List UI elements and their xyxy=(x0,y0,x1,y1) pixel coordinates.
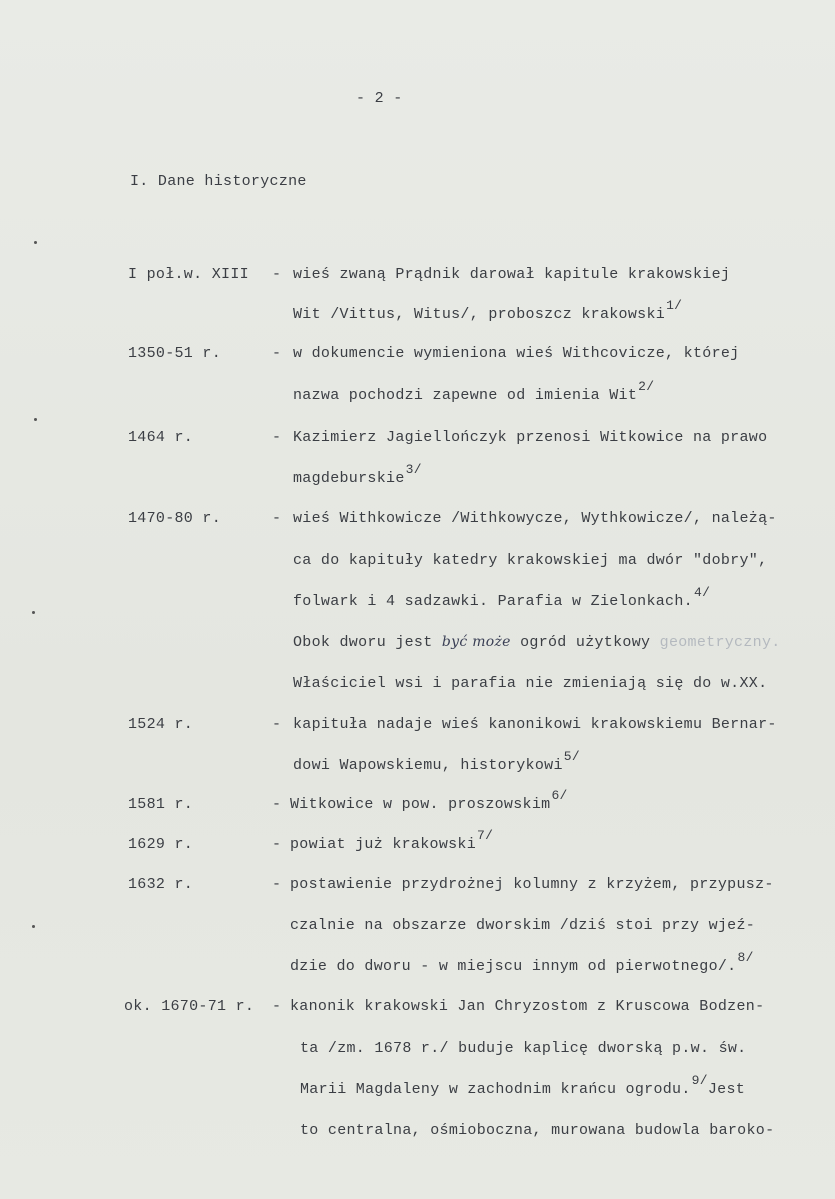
entry-text-line: Kazimierz Jagiellończyk przenosi Witkowice na prawo xyxy=(293,429,768,446)
entry-date: 1470-80 r. xyxy=(128,510,222,527)
entry-text-line: ta /zm. 1678 r./ buduje kaplicę dworską p.w. św. xyxy=(300,1040,747,1057)
entry-text-line: w dokumencie wymieniona wieś Withcovicze, której xyxy=(293,345,740,362)
entry-text-line: Obok dworu jest być może ogród użytkowy geometryczny. xyxy=(293,634,781,651)
section-title: I. Dane historyczne xyxy=(130,173,307,190)
entry-text-line: wieś Withkowicze /Withkowycze, Wythkowicze/, należą- xyxy=(293,510,777,527)
paper-speck xyxy=(34,418,37,421)
paper-speck xyxy=(32,925,35,928)
entry-text-line: dowi Wapowskiemu, historykowi5/ xyxy=(293,749,580,774)
entry-date: 1464 r. xyxy=(128,429,194,446)
entry-date: 1629 r. xyxy=(128,836,194,853)
entry-dash: - xyxy=(272,876,282,893)
entry-date: 1581 r. xyxy=(128,796,194,813)
faint-text: geometryczny. xyxy=(659,634,781,651)
entry-text-line: to centralna, ośmioboczna, murowana budowla baroko- xyxy=(300,1122,775,1139)
entry-text-line: folwark i 4 sadzawki. Parafia w Zielonkach.4/ xyxy=(293,585,711,610)
entry-date: 1632 r. xyxy=(128,876,194,893)
footnote-ref: 3/ xyxy=(405,462,422,477)
entry-text-line: kapituła nadaje wieś kanonikowi krakowskiemu Bernar- xyxy=(293,716,777,733)
paper-speck xyxy=(32,611,35,614)
entry-dash: - xyxy=(272,836,282,853)
footnote-ref: 7/ xyxy=(477,828,494,843)
handwritten-annotation: być może xyxy=(441,634,511,650)
entry-text-line: ca do kapituły katedry krakowskiej ma dwór "dobry", xyxy=(293,552,768,569)
entry-dash: - xyxy=(272,716,282,733)
entry-date: ok. 1670-71 r. xyxy=(124,998,255,1015)
entry-text-line: postawienie przydrożnej kolumny z krzyżem, przypusz- xyxy=(290,876,774,893)
page-number: - 2 - xyxy=(356,90,403,107)
footnote-ref: 5/ xyxy=(563,749,580,764)
entry-text-line: wieś zwaną Prądnik darował kapitule krakowskiej xyxy=(293,266,731,283)
entry-dash: - xyxy=(272,796,282,813)
entry-text-line: Właściciel wsi i parafia nie zmieniają się do w.XX. xyxy=(293,675,768,692)
entry-date: I poł.w. XIII xyxy=(128,266,249,283)
entry-text-line: nazwa pochodzi zapewne od imienia Wit2/ xyxy=(293,379,655,404)
entry-dash: - xyxy=(272,510,282,527)
entry-dash: - xyxy=(272,429,282,446)
entry-date: 1524 r. xyxy=(128,716,194,733)
entry-dash: - xyxy=(272,266,282,283)
footnote-ref: 6/ xyxy=(551,788,568,803)
entry-text-line: czalnie na obszarze dworskim /dziś stoi przy wjeź- xyxy=(290,917,756,934)
footnote-ref: 4/ xyxy=(693,585,711,600)
footnote-ref: 8/ xyxy=(737,950,754,965)
entry-text-line: Wit /Vittus, Witus/, proboszcz krakowski1/ xyxy=(293,298,683,323)
entry-text-line: powiat już krakowski7/ xyxy=(290,828,494,853)
paper-speck xyxy=(34,241,37,244)
entry-text-line: Witkowice w pow. proszowskim6/ xyxy=(290,788,568,813)
entry-text-line: Marii Magdaleny w zachodnim krańcu ogrodu.9/Jest xyxy=(300,1073,746,1098)
entry-text-line: dzie do dworu - w miejscu innym od pierwotnego/.8/ xyxy=(290,950,754,975)
entry-text-line: magdeburskie3/ xyxy=(293,462,422,487)
entry-text-line: kanonik krakowski Jan Chryzostom z Kruscowa Bodzen- xyxy=(290,998,765,1015)
footnote-ref: 1/ xyxy=(666,298,683,313)
footnote-ref: 2/ xyxy=(638,379,655,394)
entry-dash: - xyxy=(272,345,282,362)
entry-dash: - xyxy=(272,998,282,1015)
footnote-ref: 9/ xyxy=(691,1073,708,1088)
entry-date: 1350-51 r. xyxy=(128,345,222,362)
